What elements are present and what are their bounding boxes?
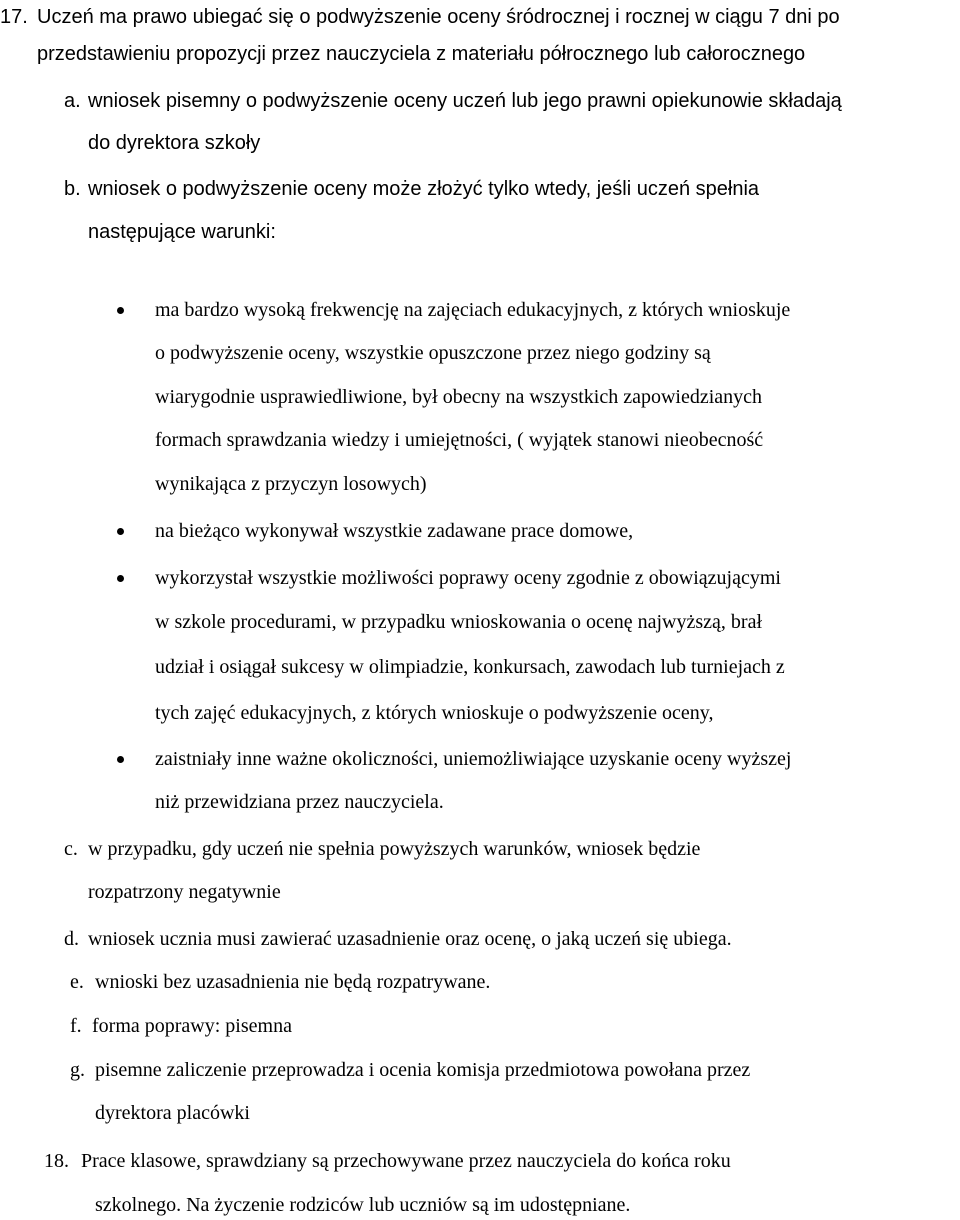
item-c-line-2: rozpatrzony negatywnie	[88, 881, 281, 903]
item-18-number: 18.	[44, 1150, 69, 1172]
item-f-line-1: forma poprawy: pisemna	[92, 1015, 292, 1037]
item-d-marker: d.	[64, 928, 79, 950]
bullet-icon	[117, 756, 124, 763]
condition-1-line-4: formach sprawdzania wiedzy i umiejętności, ( wyjątek stanowi nieobecność	[155, 429, 764, 451]
item-b-line-1: wniosek o podwyższenie oceny może złożyć tylko wtedy, jeśli uczeń spełnia	[88, 178, 760, 200]
condition-3-line-1: wykorzystał wszystkie możliwości poprawy oceny zgodnie z obowiązującymi	[155, 567, 781, 589]
item-g-line-2: dyrektora placówki	[95, 1102, 250, 1124]
item-c-line-1: w przypadku, gdy uczeń nie spełnia powyższych warunków, wniosek będzie	[88, 838, 701, 860]
bullet-icon	[117, 307, 124, 314]
condition-1-line-1: ma bardzo wysoką frekwencję na zajęciach edukacyjnych, z których wnioskuje	[155, 299, 791, 321]
item-a-line-2: do dyrektora szkoły	[88, 132, 261, 154]
item-g-marker: g.	[70, 1059, 85, 1081]
condition-4-line-2: niż przewidziana przez nauczyciela.	[155, 791, 444, 813]
bullet-icon	[117, 575, 124, 582]
bullet-icon	[117, 528, 124, 535]
item-17-line-1: Uczeń ma prawo ubiegać się o podwyższenie oceny śródrocznej i rocznej w ciągu 7 dni po	[37, 6, 840, 28]
item-a-marker: a.	[64, 90, 81, 112]
condition-3-line-2: w szkole procedurami, w przypadku wnioskowania o ocenę najwyższą, brał	[155, 611, 763, 633]
condition-1-line-2: o podwyższenie oceny, wszystkie opuszczone przez niego godziny są	[155, 342, 711, 364]
item-a-line-1: wniosek pisemny o podwyższenie oceny uczeń lub jego prawni opiekunowie składają	[88, 90, 842, 112]
condition-1-line-3: wiarygodnie usprawiedliwione, był obecny na wszystkich zapowiedzianych	[155, 386, 763, 408]
condition-1-line-5: wynikająca z przyczyn losowych)	[155, 473, 427, 495]
item-17-line-2: przedstawieniu propozycji przez nauczyciela z materiału półrocznego lub całorocznego	[37, 43, 806, 65]
item-18-line-1: Prace klasowe, sprawdziany są przechowywane przez nauczyciela do końca roku	[81, 1150, 731, 1172]
condition-4-line-1: zaistniały inne ważne okoliczności, uniemożliwiające uzyskanie oceny wyższej	[155, 748, 792, 770]
condition-3-line-4: tych zajęć edukacyjnych, z których wnioskuje o podwyższenie oceny,	[155, 702, 714, 724]
item-b-marker: b.	[64, 178, 81, 200]
item-f-marker: f.	[70, 1015, 82, 1037]
item-g-line-1: pisemne zaliczenie przeprowadza i ocenia komisja przedmiotowa powołana przez	[95, 1059, 751, 1081]
item-d-line-1: wniosek ucznia musi zawierać uzasadnienie oraz ocenę, o jaką uczeń się ubiega.	[88, 928, 732, 950]
item-18-line-2: szkolnego. Na życzenie rodziców lub uczniów są im udostępniane.	[95, 1194, 631, 1216]
item-e-line-1: wnioski bez uzasadnienia nie będą rozpatrywane.	[95, 971, 491, 993]
condition-2-line-1: na bieżąco wykonywał wszystkie zadawane prace domowe,	[155, 520, 634, 542]
item-e-marker: e.	[70, 971, 84, 993]
item-c-marker: c.	[64, 838, 78, 860]
condition-3-line-3: udział i osiągał sukcesy w olimpiadzie, konkursach, zawodach lub turniejach z	[155, 656, 785, 678]
item-b-line-2: następujące warunki:	[88, 221, 276, 243]
item-17-number: 17.	[0, 6, 28, 28]
